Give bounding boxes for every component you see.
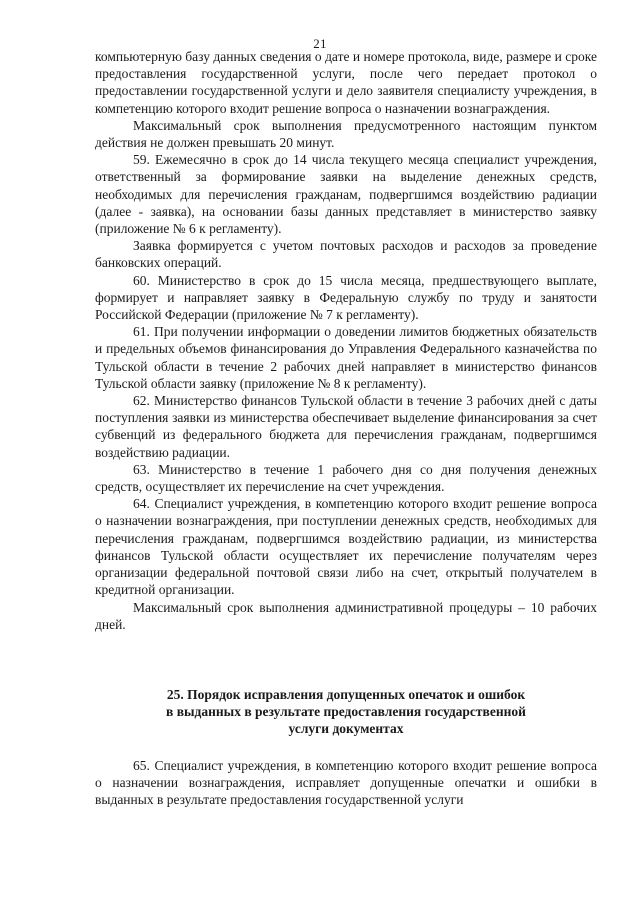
section-heading-line-2: в выданных в результате предоставления государственной: [166, 704, 526, 720]
paragraph-63: 63. Министерство в течение 1 рабочего дня со дня получения денежных средств, осуществляет их перечисление на счет учреждения.: [95, 461, 597, 495]
paragraph-continuation: компьютерную базу данных сведения о дате и номере протокола, виде, размере и сроке предоставления государственной услуги, после чего передает протокол о предоставлении государственной услуги и дело заявителя специалисту учреждения, в компетенцию которого входит решение вопроса о назначении вознаграждения.: [95, 49, 597, 116]
paragraph-61: 61. При получении информации о доведении лимитов бюджетных обязательств и предельных объемов финансирования до Управления Федерального казначейства по Тульской области в течение 2 рабочих дней направляет в министерство финансов Тульской области заявку (приложение № 8 к регламенту).: [95, 324, 597, 391]
section-heading: [95, 686, 597, 738]
paragraph-request-formation: Заявка формируется с учетом почтовых расходов и расходов за проведение банковских операций.: [95, 238, 597, 271]
section-heading-line-3: услуги документах: [288, 721, 404, 737]
paragraph-59: 59. Ежемесячно в срок до 14 числа текущего месяца специалист учреждения, ответственный за формирование заявки на выделение денежных средств, необходимых для перечисления гражданам, подвергшимся воздействию радиации (далее - заявка), на основании базы данных представляет в министерство заявку (приложение № 6 к регламенту).: [95, 152, 597, 237]
body-text-lower: [95, 757, 597, 809]
paragraph-65: 65. Специалист учреждения, в компетенцию которого входит решение вопроса о назначении вознаграждения, исправляет допущенные опечатки и ошибки в выданных в результате предоставления государственной услуги: [95, 758, 597, 808]
paragraph-max-term-10-days: Максимальный срок выполнения административной процедуры – 10 рабочих дней.: [95, 599, 597, 632]
section-heading-line-1: 25. Порядок исправления допущенных опечаток и ошибок: [166, 687, 526, 702]
section-heading-block: [95, 686, 597, 738]
paragraph-62: 62. Министерство финансов Тульской области в течение 3 рабочих дней с даты поступления заявки из министерства обеспечивает выделение финансирования за счет субвенций из федерального бюджета для перечисления гражданам, подвергшимся воздействию радиации.: [95, 393, 597, 460]
paragraph-max-term-20-min: Максимальный срок выполнения предусмотренного настоящим пунктом действия не должен превышать 20 минут.: [95, 117, 597, 151]
page-number: 21: [313, 36, 327, 51]
body-text-upper: [95, 48, 597, 633]
paragraph-64: 64. Специалист учреждения, в компетенцию которого входит решение вопроса о назначении вознаграждения, при поступлении денежных средств, необходимых для перечисления гражданам, подвергшимся воздействию радиации, из министерства финансов Тульской области осуществляет их перечисление получателям через организации федеральной почтовой связи либо на счет, открытый получателем в кредитной организации.: [95, 496, 597, 598]
paragraph-60: 60. Министерство в срок до 15 числа месяца, предшествующего выплате, формирует и направляет заявку в Федеральную службу по труду и занятости Российской Федерации (приложение № 7 к регламенту).: [95, 272, 597, 323]
